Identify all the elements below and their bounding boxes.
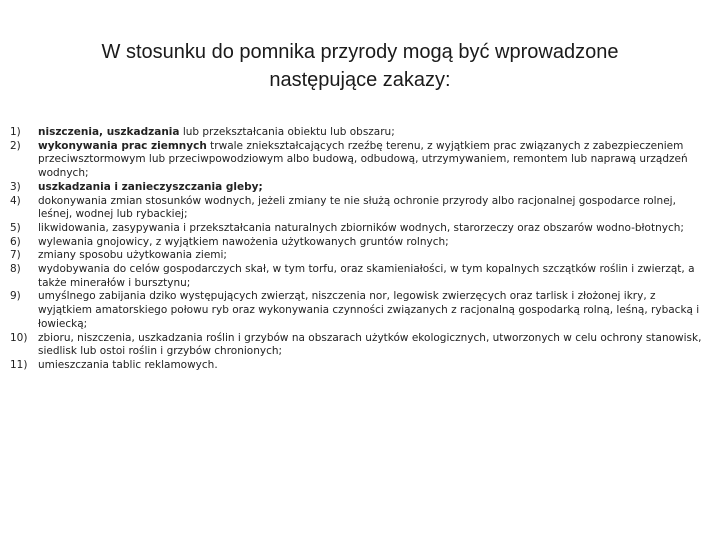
item-text-bold: niszczenia, uszkadzania <box>38 126 180 138</box>
list-item <box>10 222 710 236</box>
item-text <box>38 290 710 331</box>
list-item <box>10 332 710 359</box>
item-text-rest: umieszczania tablic reklamowych. <box>38 358 218 371</box>
item-text <box>38 359 710 373</box>
item-number: 8) <box>10 263 21 276</box>
item-number: 5) <box>10 221 21 234</box>
item-text-bold: uszkadzania i zanieczyszczania gleby; <box>38 180 263 193</box>
item-number: 2) <box>10 139 21 152</box>
item-text <box>38 236 710 250</box>
list-item <box>10 140 710 181</box>
item-text <box>38 195 710 222</box>
prohibitions-list <box>10 126 710 373</box>
item-number: 9) <box>10 290 21 303</box>
list-item <box>10 263 710 290</box>
item-text <box>38 140 710 181</box>
list-item <box>10 359 710 373</box>
item-text <box>38 332 710 359</box>
list-item <box>10 181 710 195</box>
item-number: 7) <box>10 249 21 262</box>
item-text <box>38 263 710 290</box>
item-number: 6) <box>10 235 21 248</box>
slide-title: W stosunku do pomnika przyrody mogą być wprowadzone następujące zakazy: <box>101 41 619 91</box>
item-text-rest: wylewania gnojowicy, z wyjątkiem nawożenia użytkowanych gruntów rolnych; <box>38 235 449 248</box>
item-number: 10) <box>10 331 28 344</box>
item-text <box>38 181 710 195</box>
item-text-rest: likwidowania, zasypywania i przekształcania naturalnych zbiorników wodnych, starorzeczy oraz obszarów wodno-błotnych; <box>38 221 684 234</box>
list-item <box>10 126 710 140</box>
list-item <box>10 195 710 222</box>
item-text <box>38 249 710 263</box>
list-item <box>10 290 710 331</box>
list-item <box>10 236 710 250</box>
item-text-rest: dokonywania zmian stosunków wodnych, jeżeli zmiany te nie służą ochronie przyrody albo racjonalnej gospodarce rolnej, leśnej, wodnej lub rybackiej; <box>38 194 676 221</box>
item-text-rest: lub przekształcania obiektu lub obszaru; <box>179 126 395 138</box>
item-text-rest: zbioru, niszczenia, uszkadzania roślin i grzybów na obszarach użytków ekologicznych, utworzonych w celu ochrony stanowisk, siedlisk lub ostoi roślin i grzybów chronionych; <box>38 331 702 358</box>
item-text <box>38 222 710 236</box>
item-text-rest: zmiany sposobu użytkowania ziemi; <box>38 249 227 262</box>
item-text-rest: trwale zniekształcających rzeźbę terenu, z wyjątkiem prac związanych z zabezpieczeniem przeciwsztormowym lub przeciwpowodziowym albo budową, odbudową, utrzymywaniem, remontem lub naprawą urządzeń wodnych; <box>38 139 688 180</box>
item-number: 1) <box>10 126 21 138</box>
item-text-rest: umyślnego zabijania dziko występujących zwierząt, niszczenia nor, legowisk zwierzęcych oraz tarlisk i złożonej ikry, z wyjątkiem amatorskiego połowu ryb oraz wykonywania czynności związanych z racjonalną gospodarką rolną, leśną, rybacką i łowiecką; <box>38 290 700 330</box>
item-text-bold: wykonywania prac ziemnych <box>38 139 207 152</box>
item-text <box>38 126 710 140</box>
item-number: 11) <box>10 358 28 371</box>
item-text-rest: wydobywania do celów gospodarczych skał, w tym torfu, oraz skamieniałości, w tym kopalnych szczątków roślin i zwierząt, a także minerałów i bursztynu; <box>38 263 695 289</box>
item-number: 3) <box>10 180 21 193</box>
list-item <box>10 249 710 263</box>
item-number: 4) <box>10 194 21 207</box>
